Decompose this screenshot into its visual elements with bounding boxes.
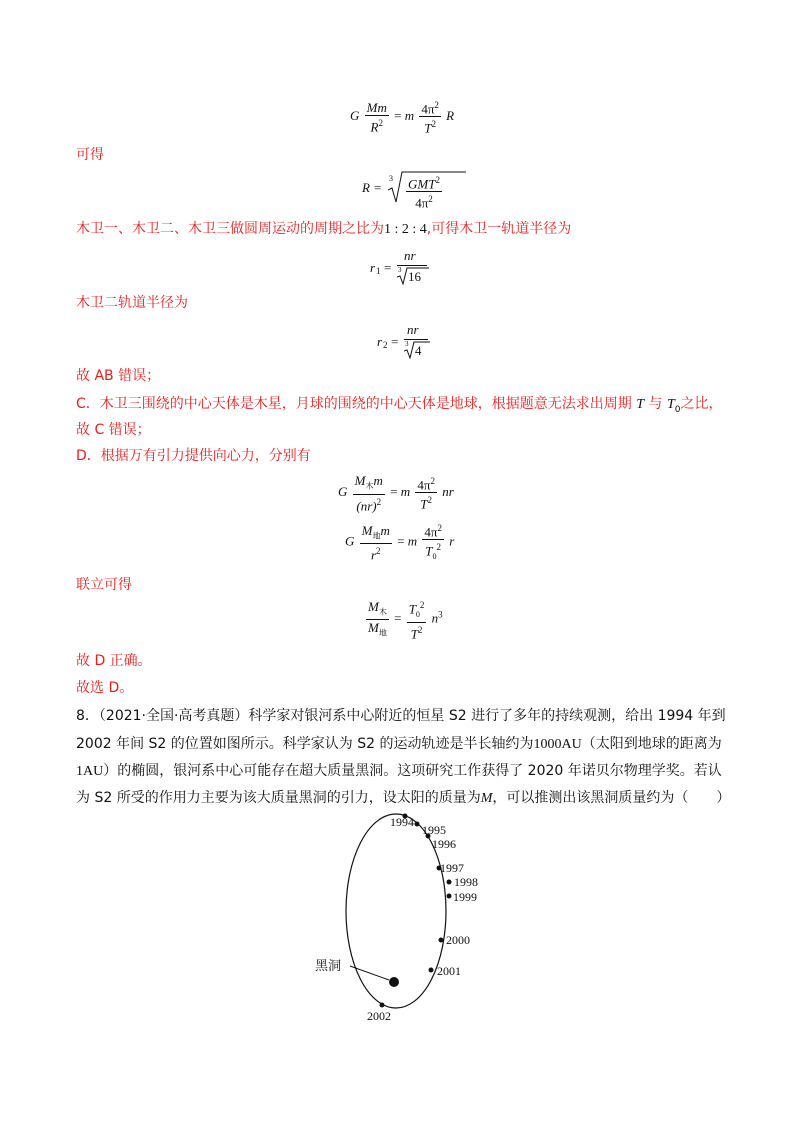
question-line-3: 1AU）的椭圆，银河系中心可能存在超大质量黑洞。这项研究工作获得了 2020 年诺贝尔物理学奖。若认 bbox=[76, 763, 722, 779]
point-1995 bbox=[415, 822, 420, 827]
g-symbol: G bbox=[350, 107, 360, 123]
astronomical-unit: 1AU bbox=[76, 764, 104, 779]
fraction-period: $\frac{T_0^2}{T^2}$ bbox=[408, 600, 425, 642]
label-2002: 2002 bbox=[367, 1009, 391, 1023]
label-1994: 1994 bbox=[390, 815, 414, 829]
black-hole-leader bbox=[350, 966, 389, 980]
formula-mass-ratio: $\frac{M_木}{M_地}$ = $\frac{T_0^2}{T^2}$ $n^3$ bbox=[368, 598, 443, 642]
point-1999 bbox=[447, 894, 452, 899]
fraction-mdi-r2: $\frac{M_地m}{r^2}$ bbox=[361, 522, 390, 563]
fraction-mmu-nr2: $\frac{M_木m}{(nr)^2}$ bbox=[354, 473, 383, 513]
label-1995: 1995 bbox=[422, 823, 446, 837]
formula-earth-force: G $\frac{M_地m}{r^2}$ = m $\frac{4\pi^2}{T_0^2}$ r bbox=[345, 522, 455, 563]
point-2002 bbox=[380, 1003, 385, 1008]
label-2000: 2000 bbox=[446, 933, 470, 947]
question-line-4: 为 S2 所受的作用力主要为该大质量黑洞的引力，设太阳的质量为M，可以推测出该黑洞质量约为（ ） bbox=[76, 790, 731, 806]
formula-r1: r 1 = nr 3 16 bbox=[370, 248, 460, 288]
point-2000 bbox=[439, 938, 444, 943]
label-black-hole: 黑洞 bbox=[315, 959, 342, 974]
label-1997: 1997 bbox=[440, 861, 464, 875]
text-kede: 可得 bbox=[76, 147, 104, 163]
question-line-1: 8．（2021·全国·高考真题）科学家对银河系中心附近的恒星 S2 进行了多年的持续观测，给出 1994 年到 bbox=[76, 708, 726, 724]
label-1999: 1999 bbox=[453, 890, 477, 904]
text-r2-label: 木卫二轨道半径为 bbox=[76, 295, 188, 311]
point-2001 bbox=[429, 968, 434, 973]
formula-r2: r 2 = nr 3 4 bbox=[377, 322, 457, 362]
r2-numerator: nr bbox=[407, 322, 419, 337]
fraction-4pi2-t02: $\frac{4\pi^2}{T_0^2}$ bbox=[424, 523, 442, 562]
text-d-correct: 故 D 正确。 bbox=[76, 653, 152, 669]
fraction-4pi2-t2: $\frac{4\pi^2}{T^2}$ bbox=[421, 100, 439, 136]
fraction-mass: $\frac{M_木}{M_地}$ bbox=[368, 598, 387, 638]
formula-jupiter-force: G $\frac{M_木m}{(nr)^2}$ = m $\frac{4\pi^2}{T^2}$ nr bbox=[338, 473, 454, 513]
label-2001: 2001 bbox=[437, 964, 461, 978]
fraction-4pi2-t2: $\frac{4\pi^2}{T^2}$ bbox=[417, 476, 435, 512]
question-line-2: 2002 年间 S2 的位置如图所示。科学家认为 S2 的运动轨迹是半长轴约为1000AU（太阳到地球的距离为 bbox=[76, 736, 722, 752]
text-d-analysis: D．根据万有引力提供向心力，分别有 bbox=[76, 448, 311, 464]
orbit-figure bbox=[300, 812, 500, 1032]
text-period-ratio: 木卫一、木卫二、木卫三做圆周运动的周期之比为1 : 2 : 4,可得木卫一轨道半径为 bbox=[76, 221, 572, 237]
formula-gravity: G $\frac{Mm}{R^2}$ = m $\frac{4\pi^2}{T^2}$ R bbox=[350, 99, 455, 136]
root-index: 3 bbox=[389, 174, 393, 183]
text-c-wrong: 故 C 错误； bbox=[76, 422, 151, 438]
black-hole-dot bbox=[389, 977, 399, 987]
text-ab-wrong: 故 AB 错误； bbox=[76, 368, 161, 384]
label-1996: 1996 bbox=[432, 837, 456, 851]
fraction-mm-r2: $\frac{Mm}{R^2}$ bbox=[366, 99, 387, 134]
point-1998 bbox=[447, 880, 452, 885]
text-choose-d: 故选 D。 bbox=[76, 680, 134, 696]
fraction-gmt2-4pi2: GMT$^2$ $4\pi^2$ bbox=[408, 175, 440, 211]
semi-major-axis: 1000AU bbox=[533, 737, 582, 752]
text-c-analysis: C．木卫三围绕的中心天体是木星，月球的围绕的中心天体是地球，根据题意无法求出周期 T 与 $T_0$之比， bbox=[76, 396, 723, 415]
label-1998: 1998 bbox=[454, 875, 478, 889]
text-lianli: 联立可得 bbox=[76, 577, 132, 593]
r1-numerator: nr bbox=[404, 248, 416, 263]
ratio-value: 1 : 2 : 4 bbox=[384, 222, 427, 237]
